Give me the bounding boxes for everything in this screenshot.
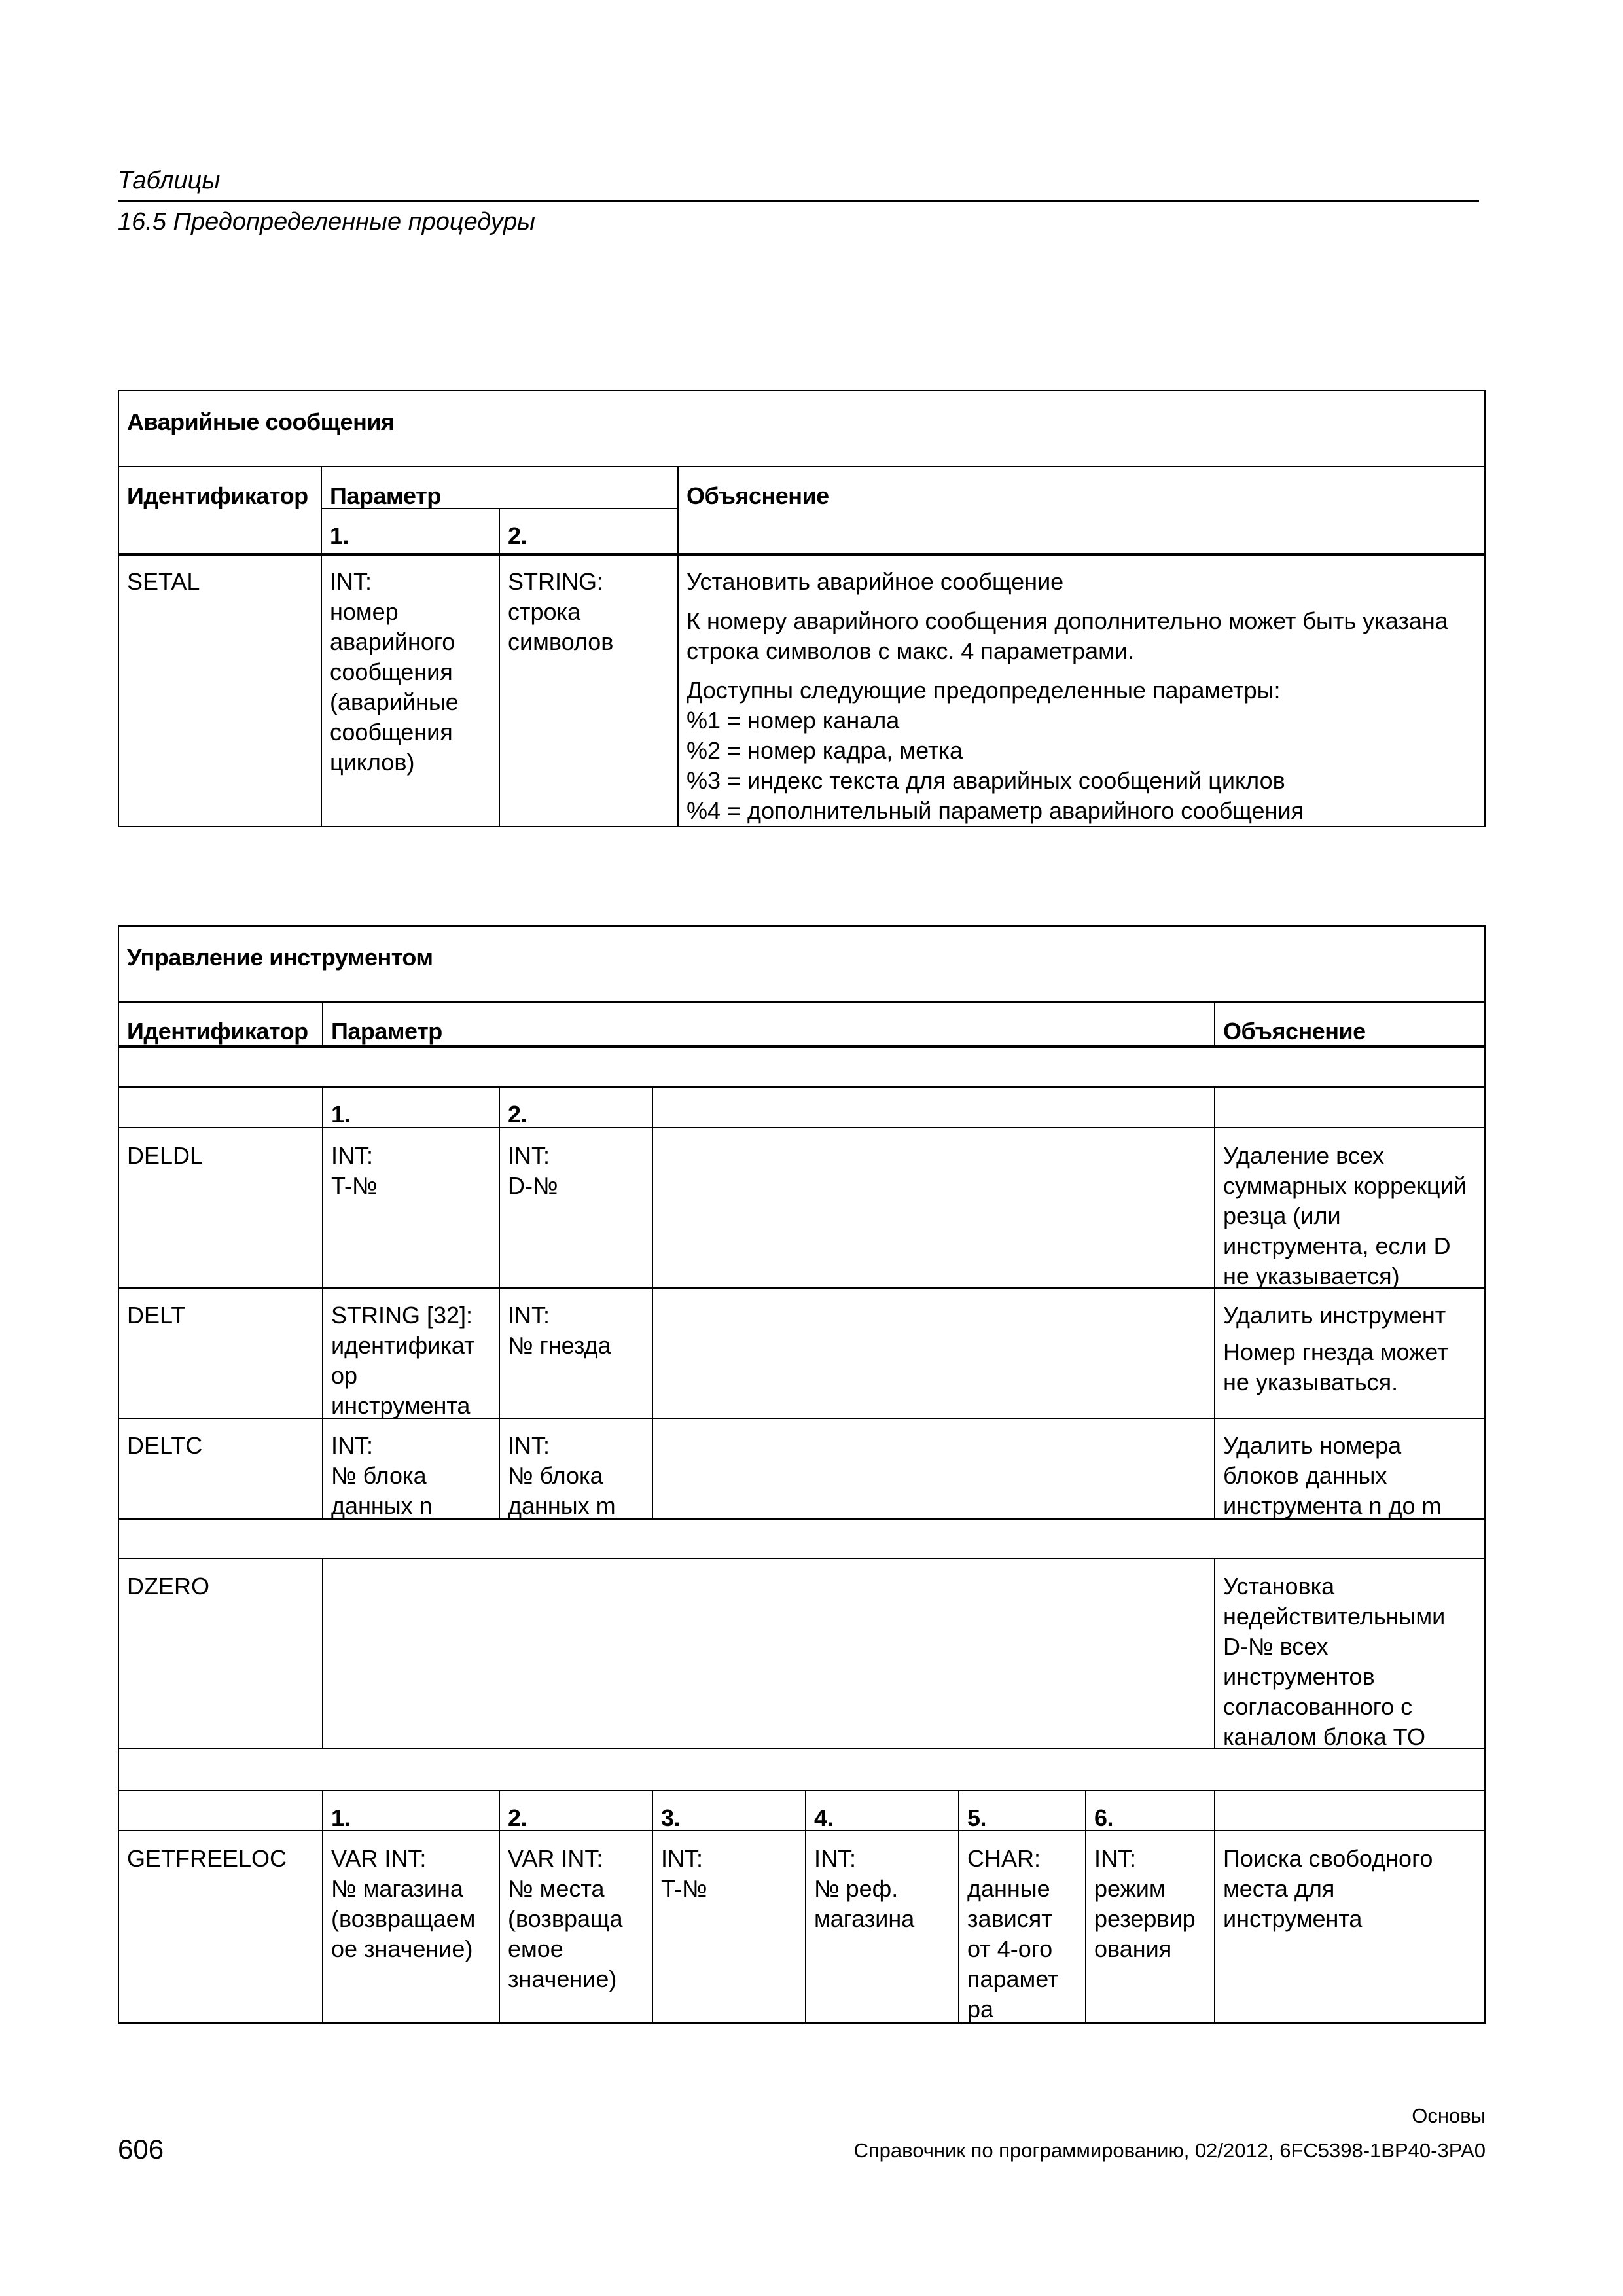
row-explanation	[677, 560, 1482, 842]
column-header-identifier: Идентификатор	[127, 1018, 308, 1045]
explanation-paragraph: К номеру аварийного сообщения дополнительно может быть указана строка символов с макс. 4 параметрами.	[687, 607, 1448, 664]
row-explanation	[1214, 1294, 1486, 1413]
row-identifier: SETAL	[127, 568, 200, 595]
row-param-1: INT: № блока данных n	[331, 1432, 433, 1519]
row-param-1: VAR INT: № магазина (возвращаем ое значение)	[331, 1845, 476, 1962]
sub-header-param-1: 1.	[331, 1101, 351, 1128]
explanation-paragraph: Установить аварийное сообщение	[687, 568, 1064, 595]
divider	[322, 1558, 323, 1748]
sub-header-param-1: 1.	[331, 1804, 351, 1831]
explanation-paragraph: Удаление всех суммарных коррекций резца (или инструмента, если D не указывается)	[1223, 1142, 1467, 1289]
row-param-2: INT: D-№	[508, 1142, 558, 1199]
running-header-subtitle: 16.5 Предопределенные процедуры	[118, 208, 535, 236]
sub-header-param-1: 1.	[330, 522, 349, 549]
row-param-2: INT: № гнезда	[508, 1302, 611, 1359]
table-title: Аварийные сообщения	[127, 408, 395, 435]
row-param-2: STRING: строка символов	[508, 568, 614, 655]
row-identifier: DZERO	[127, 1573, 209, 1600]
sub-header-param-3: 3.	[661, 1804, 681, 1831]
table-title: Управление инструментом	[127, 944, 433, 971]
column-header-parameter: Параметр	[330, 482, 441, 509]
row-explanation: Установка недействительными D-№ всех инструментов согласованного с каналом блока TO	[1223, 1573, 1446, 1750]
row-param-4: INT: № реф. магазина	[814, 1845, 915, 1932]
explanation-paragraph: Доступны следующие предопределенные параметры: %1 = номер канала %2 = номер кадра, метка %3 = индекс текста для аварийных сообщений циклов %4 = дополнительный параметр аварийного сообщения	[687, 677, 1304, 824]
row-param-3: INT: T-№	[661, 1845, 707, 1902]
row-identifier: DELT	[127, 1302, 186, 1329]
header-rule	[118, 200, 1479, 202]
column-header-parameter: Параметр	[331, 1018, 442, 1045]
row-param-2: VAR INT: № места (возвраща емое значение)	[508, 1845, 623, 1992]
footer-section: Основы	[1412, 2104, 1486, 2127]
row-param-1: INT: T-№	[331, 1142, 378, 1199]
row-explanation	[1214, 1424, 1486, 1537]
divider	[118, 466, 1486, 467]
sub-header-param-2: 2.	[508, 522, 527, 549]
row-param-6: INT: режим резервир ования	[1094, 1845, 1196, 1962]
row-identifier: GETFREELOC	[127, 1845, 287, 1872]
running-header-title: Таблицы	[118, 167, 221, 194]
divider	[652, 1086, 653, 1518]
page-number: 606	[118, 2134, 164, 2164]
sub-header-param-4: 4.	[814, 1804, 834, 1831]
sub-header-param-2: 2.	[508, 1101, 527, 1128]
row-explanation: Поиска свободного места для инструмента	[1223, 1845, 1433, 1932]
row-explanation	[1214, 1134, 1486, 1307]
row-param-1: STRING [32]: идентификат ор инструмента	[331, 1302, 475, 1419]
row-param-2: INT: № блока данных m	[508, 1432, 616, 1519]
sub-header-param-5: 5.	[967, 1804, 987, 1831]
row-param-1: INT: номер аварийного сообщения (аварийные сообщения циклов)	[330, 568, 459, 776]
column-header-explanation: Объяснение	[1223, 1018, 1366, 1045]
sub-header-param-6: 6.	[1094, 1804, 1114, 1831]
row-param-5: CHAR: данные зависят от 4-ого парамет ра	[967, 1845, 1059, 2022]
explanation-paragraph: Удалить инструмент	[1223, 1302, 1446, 1329]
row-identifier: DELTC	[127, 1432, 203, 1459]
row-identifier: DELDL	[127, 1142, 204, 1169]
column-header-explanation: Объяснение	[687, 482, 829, 509]
explanation-paragraph: Номер гнезда может не указываться.	[1223, 1338, 1448, 1395]
explanation-paragraph: Удалить номера блоков данных инструмента n до m	[1223, 1432, 1442, 1519]
column-header-identifier: Идентификатор	[127, 482, 308, 509]
footer-document-reference: Справочник по программированию, 02/2012, 6FC5398-1BP40-3PA0	[853, 2139, 1486, 2162]
sub-header-param-2: 2.	[508, 1804, 527, 1831]
